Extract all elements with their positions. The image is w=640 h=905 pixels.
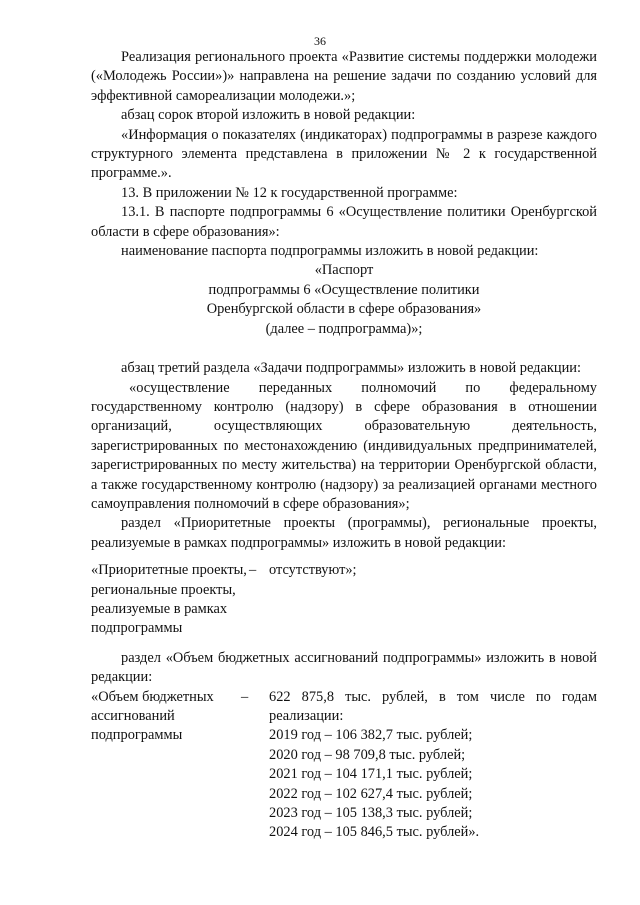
paragraph: «осуществление переданных полномочий по федеральному государственному контролю (надзору) в сфере образования в отношении организаций, осуществляющих образовательную деятельность, зарегистрированных по местонахождению (индивидуальных предпринимателей, зарегистрированных по месту жительства) на территории Оренбургской области, а также государственному контролю (надзору) за реализацией органами местного самоуправления полномочий в сфере образования»; [91,379,597,512]
passport-title-line: (далее – подпрограмма)»; [265,320,423,337]
document-body [91,48,597,843]
priority-projects-label: «Приоритетные проекты, региональные проекты, реализуемые в рамках подпрограммы [91,562,247,637]
paragraph: раздел «Объем бюджетных ассигнований подпрограммы» изложить в новой редакции: [91,649,597,686]
budget-value-block [269,688,597,843]
budget-year-item: 2024 год – 105 846,5 тыс. рублей». [269,824,480,841]
budget-year-item: 2020 год – 98 709,8 тыс. рублей; [269,746,466,763]
passport-title-line: «Паспорт [314,262,374,279]
passport-title-line: подпрограммы 6 «Осуществление политики [208,281,480,298]
budget-total: 622 875,8 тыс. рублей, в том числе по годам реализации: [269,688,597,724]
page-number: 36 [314,34,326,48]
paragraph: раздел «Приоритетные проекты (программы), региональные проекты, реализуемые в рамках подпрограммы» изложить в новой редакции: [91,515,597,551]
paragraph: 13.1. В паспорте подпрограммы 6 «Осуществление политики Оренбургской области в сфере образования»: [91,204,597,240]
passport-title [91,261,597,339]
priority-projects-row [91,561,597,639]
budget-year-item: 2022 год – 102 627,4 тыс. рублей; [269,785,473,802]
paragraph: «Информация о показателях (индикаторах) подпрограммы в разрезе каждого структурного элемента представлена в приложении № 2 к государственной программе.». [91,126,597,182]
budget-year-item: 2023 год – 105 138,3 тыс. рублей; [269,805,473,822]
dash: – [249,562,257,579]
paragraph: наименование паспорта подпрограммы изложить в новой редакции: [121,243,539,260]
priority-projects-value: отсутствуют»; [269,562,357,579]
budget-year-item: 2019 год – 106 382,7 тыс. рублей; [269,727,473,744]
budget-years-list [269,726,597,842]
budget-year-item: 2021 год – 104 171,1 тыс. рублей; [269,766,473,783]
budget-row [91,688,597,843]
spacer [91,339,597,359]
passport-title-line: Оренбургской области в сфере образования» [206,301,482,318]
paragraph: абзац сорок второй изложить в новой редакции: [121,107,416,124]
paragraph: Реализация регионального проекта «Развитие системы поддержки молодежи («Молодежь России»)» направлена на решение задачи по созданию условий для эффективной самореализации молодежи.»; [91,49,597,104]
paragraph: абзац третий раздела «Задачи подпрограммы» изложить в новой редакции: [121,360,581,377]
paragraph: 13. В приложении № 12 к государственной программе: [121,184,458,201]
budget-label: «Объем бюджетных ассигнований подпрограммы [91,688,214,744]
dash: – [241,688,249,705]
